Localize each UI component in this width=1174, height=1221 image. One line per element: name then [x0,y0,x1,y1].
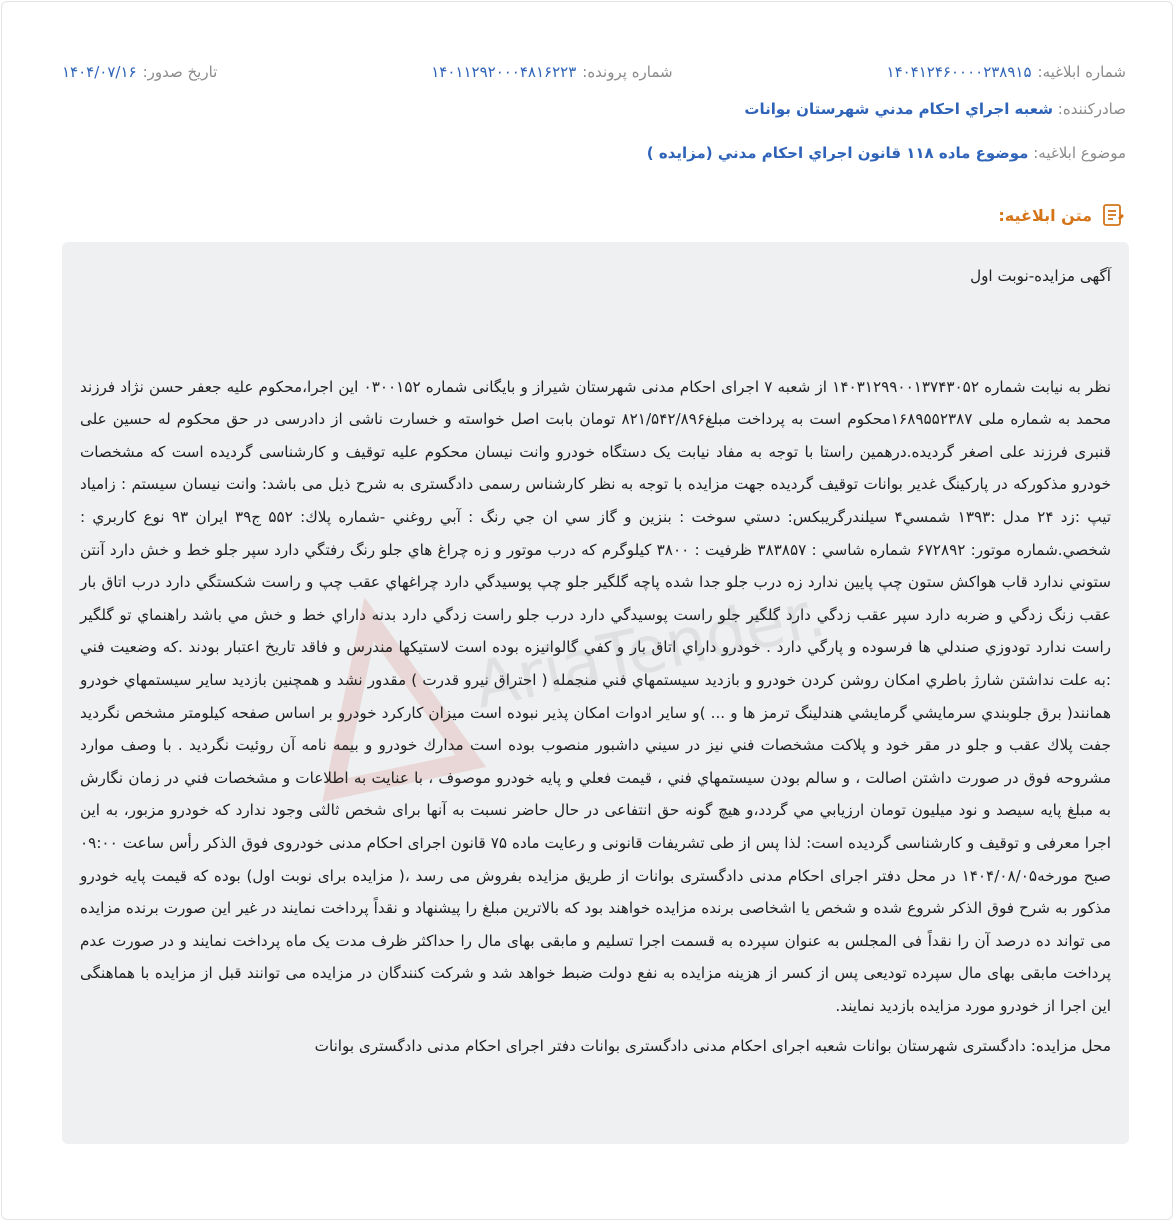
notice-text-content [80,260,1111,1063]
document-list-icon [1100,202,1126,228]
issue-date-value: ۱۴۰۴/۰۷/۱۶ [62,63,137,81]
case-number [431,63,672,81]
notice-meta-row [62,60,1126,84]
subject-line [647,144,1126,162]
subject-label: موضوع ابلاغیه: [1033,144,1126,162]
issue-date-label: تاریخ صدور: [142,63,218,81]
page-frame [1,1,1173,1220]
notice-body: نظر به نیابت شماره ۱۴۰۳۱۲۹۹۰۰۱۳۷۴۳۰۵۲ از شعبه ۷ اجرای احکام مدنی شهرستان شیراز و بایگانی شماره ۰۳۰۰۱۵۲ این اجرا،محکوم علیه جعفر حسن نژاد فرزند محمد به شماره ملی ۱۶۸۹۵۵۲۳۸۷محکوم است به پرداخت مبلغ۸۲۱/۵۴۲/۸۹۶ تومان بابت اصل خواسته و خسارت ناشی از دادرسی در حق محکوم له حسین علی قنبری فرزند علی اصغر گردیده.درهمین راستا با توجه به مفاد نیابت یک دستگاه خودرو وانت نیسان محکوم علیه توقیف و کارشناسی گردیده است که مشخصات خودرو مذکورکه در پارکینگ غدیر بوانات توقیف گردیده جهت مزایده با توجه به نظر کارشناس رسمی دادگستری به شرح ذیل می باشد: وانت نيسان سيستم : زامياد تيپ :زد ۲۴ مدل :۱۳۹۳ شمسي۴ سيلندرگريبكس: دستي سوخت : بنزين و گاز سي ان جي رنگ : آبي روغني -شماره پلاك: ۵۵۲ ج۳۹ ايران ۹۳ نوع كاربري : شخصي.شماره موتور: ۶۷۲۸۹۲ شماره شاسي : ۳۸۳۸۵۷ ظرفيت : ۳۸۰۰ كيلوگرم كه درب موتور و زه چراغ هاي جلو رنگ رفتگي دارد سپر جلو خط و خش دارد آنتن ستوني ندارد قاب هواكش ستون چپ پايين ندارد زه درب جلو جدا شده پاچه گلگير جلو چپ پوسيدگي دارد چراغهاي عقب چپ و راست شكستگي دارد درب اتاق بار عقب زنگ زدگي و ضربه دارد سپر عقب زدگي دارد گلگير جلو راست پوسيدگي دارد درب جلو راست زدگي دارد بدنه داراي خط و خش مي باشد راهنماي تو گلگير راست ندارد تودوزي صندلي ها فرسوده و پارگي دارد . خودرو داراي اتاق بار و كفي گالوانيزه بوده است لاستيكها مندرس و فاقد تاريخ اعتبار بودند .كه وضعيت فني :به علت نداشتن شارژ باطري امكان روشن كردن خودرو و بازديد سيستمهاي فني منجمله ( احتراق نيرو قدرت ) مقدور نشد و همچنين بازديد ساير سيستمهاي خودرو همانند( برق جلوبندي سرمايشي گرمايشي هندلينگ ترمز ها و ... )و ساير ادوات امكان پذير نبوده است ميزان كاركرد خودرو بر اساس صفحه كيلومتر مشخص نگرديد جفت پلاك عقب و جلو در مقر خود و پلاكت مشخصات فني نيز در سيني داشبور منصوب بوده است مدارك خودرو و بيمه نامه آن روئيت نگرديد . با وصف موارد مشروحه فوق در صورت داشتن اصالت ، و سالم بودن سيستمهاي فني ، قيمت فعلي و پايه خودرو موصوف ، با عنايت به اطلاعات و مشخصات فني در زمان نگارش به مبلغ پایه سیصد و نود میلیون تومان ارزيابي مي گردد،و هيچ گونه حق انتفاعی در حال حاضر نسبت به آنها برای شخص ثالثی وجود ندارد که خودرو مزبور، به این اجرا معرفی و توقیف و کارشناسی گردیده است: لذا پس از طی تشریفات قانونی و رعایت ماده ۷۵ قانون اجرای احکام مدنی خودروی فوق الذکر رأس ساعت ۰۹:۰۰ صبح مورخه۱۴۰۴/۰۸/۰۵ در محل دفتر اجرای احکام مدنی دادگستری بوانات از طریق مزایده بفروش می رسد ،( مزایده برای نوبت اول) بوده که قیمت پایه خودرو مذکور به شرح فوق الذکر شروع شده و شخص یا اشخاصی برنده مزایده خواهند بود که بالاترین مبلغ را پیشنهاد و نقداً پرداخت نمایند در غیر این صورت برنده مزایده می تواند ده درصد آن را نقداً فی المجلس به عنوان سپرده به قسمت اجرا تسلیم و مابقی بهای مال را حداکثر ظرف مدت یک ماه پرداخت نمایند و در صورت عدم پرداخت مابقی بهای مال سپرده تودیعی پس از کسر از هزینه مزایده به نفع دولت ضبط خواهد شد و شرکت کنندگان در مزایده می توانند قبل از مزایده با هماهنگی این اجرا از خودرو مورد مزایده بازدید نمایند. [80,377,1112,1015]
notice-number [887,63,1126,81]
notice-auction-place: محل مزایده: دادگستری شهرستان بوانات شعبه اجرای احکام مدنی دادگستری بوانات دفتر اجرای احکام مدنی دادگستری بوانات [314,1037,1111,1056]
issuer-line [744,100,1126,118]
notice-title: آگهی مزایده-نوبت اول [970,267,1111,285]
notice-text-heading [998,202,1126,228]
notice-text-title: متن ابلاغیه: [998,205,1092,225]
issuer-label: صادرکننده: [1057,100,1126,118]
case-number-label: شماره پرونده: [582,63,673,81]
case-number-value: ۱۴۰۱۱۲۹۲۰۰۰۴۸۱۶۲۲۳ [431,63,577,81]
issue-date [62,63,217,81]
subject-value: موضوع ماده ۱۱۸ قانون اجراي احكام مدني (مزايده ) [646,144,1029,162]
issuer-value: شعبه اجراي احكام مدني شهرستان بوانات [744,100,1053,118]
notice-text-box [62,242,1129,1144]
notice-number-label: شماره ابلاغیه: [1037,63,1126,81]
watermark-text: AriaTender.net [467,555,851,724]
notice-number-value: ۱۴۰۴۱۲۴۶۰۰۰۰۲۳۸۹۱۵ [886,63,1032,81]
